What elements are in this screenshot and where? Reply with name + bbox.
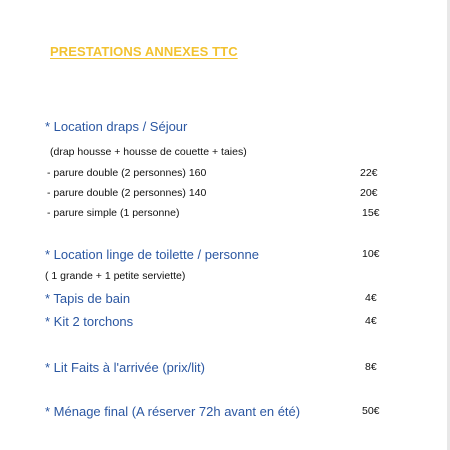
item-lit-faits: * Lit Faits à l'arrivée (prix/lit)	[45, 360, 205, 375]
price-menage-final: 50€	[362, 405, 380, 417]
item-parure-double-160: - parure double (2 personnes) 160	[47, 167, 207, 179]
price-tapis-bain: 4€	[365, 292, 377, 304]
item-linge-detail: ( 1 grande + 1 petite serviette)	[45, 270, 186, 282]
price-kit-torchons: 4€	[365, 315, 377, 327]
price-parure-double-140: 20€	[360, 187, 378, 199]
item-tapis-bain: * Tapis de bain	[45, 291, 131, 306]
price-parure-double-160: 22€	[360, 167, 378, 179]
item-parure-simple: - parure simple (1 personne)	[47, 207, 180, 219]
price-linge-toilette: 10€	[362, 248, 380, 260]
page-title: PRESTATIONS ANNEXES TTC	[50, 44, 238, 59]
item-draps-detail: (drap housse + housse de couette + taies)	[50, 146, 247, 158]
price-parure-simple: 15€	[362, 207, 380, 219]
price-lit-faits: 8€	[365, 361, 377, 373]
item-menage-final: * Ménage final (A réserver 72h avant en été)	[45, 404, 301, 419]
item-location-draps: * Location draps / Séjour	[45, 119, 188, 134]
item-parure-double-140: - parure double (2 personnes) 140	[47, 187, 207, 199]
item-linge-toilette: * Location linge de toilette / personne	[45, 247, 259, 262]
item-kit-torchons: * Kit 2 torchons	[45, 314, 134, 329]
